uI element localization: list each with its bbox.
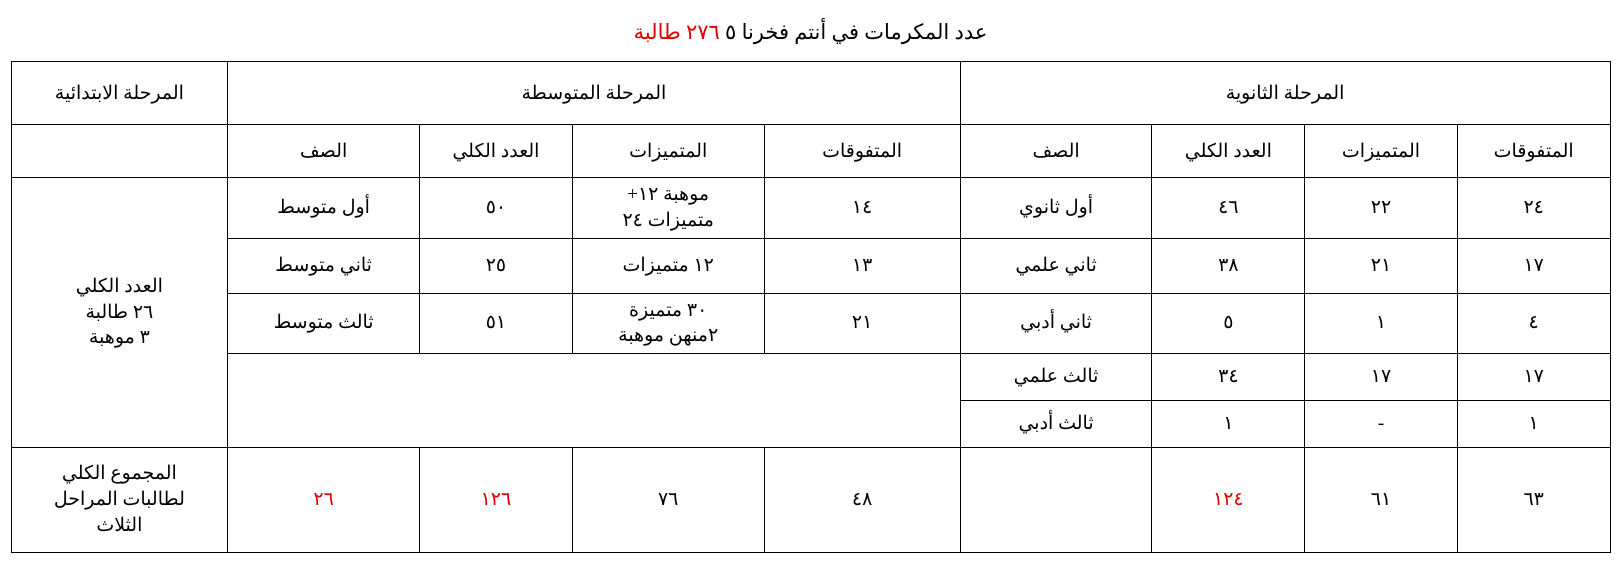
total-intermediate-total: ١٢٦ xyxy=(420,447,573,552)
intermediate-class-2: ثاني متوسط xyxy=(228,238,420,293)
stage-header-primary: المرحلة الابتدائية xyxy=(11,62,228,125)
secondary-outstanding-2: ١٧ xyxy=(1457,238,1610,293)
totals-label-line2: لطالبات المراحل xyxy=(53,489,185,511)
totals-label-line1: المجموع الكلي xyxy=(61,463,177,485)
intermediate-outstanding-3: ٢١ xyxy=(764,293,960,353)
secondary-total-1: ٤٦ xyxy=(1152,178,1305,238)
column-header-intermediate-total: العدد الكلي xyxy=(420,125,573,178)
secondary-class-3: ثاني أدبي xyxy=(960,293,1152,353)
column-header-intermediate-class: الصف xyxy=(228,125,420,178)
secondary-distinguished-4: ١٧ xyxy=(1305,353,1458,400)
intermediate-distinguished-3-line2: ٢منهن موهبة xyxy=(618,325,719,347)
primary-summary-line3: ٣ موهبة xyxy=(88,327,150,349)
intermediate-total-1: ٥٠ xyxy=(420,178,573,238)
intermediate-class-3: ثالث متوسط xyxy=(228,293,420,353)
secondary-distinguished-1: ٢٢ xyxy=(1305,178,1458,238)
column-header-secondary-class: الصف xyxy=(960,125,1152,178)
intermediate-outstanding-2: ١٣ xyxy=(764,238,960,293)
intermediate-outstanding-1: ١٤ xyxy=(764,178,960,238)
intermediate-distinguished-3-line1: ٣٠ متميزة xyxy=(629,299,708,321)
table-row-column-headers xyxy=(11,125,1610,178)
secondary-total-3: ٥ xyxy=(1152,293,1305,353)
page-title-suffix: طالبة xyxy=(633,20,681,44)
total-secondary-spacer xyxy=(960,447,1152,552)
intermediate-total-2: ٢٥ xyxy=(420,238,573,293)
primary-summary-cell xyxy=(11,178,228,448)
table-row xyxy=(11,178,1610,238)
secondary-total-5: ١ xyxy=(1152,400,1305,447)
students-table xyxy=(11,61,1611,553)
intermediate-distinguished-2: ١٢ متميزات xyxy=(572,238,764,293)
table-row-stage-headers xyxy=(11,62,1610,125)
page-title-prefix: عدد المكرمات في أنتم فخرنا ٥ xyxy=(725,20,988,44)
total-intermediate-outstanding: ٤٨ xyxy=(764,447,960,552)
secondary-class-5: ثالث أدبي xyxy=(960,400,1152,447)
intermediate-distinguished-1-line1: موهبة ١٢+ xyxy=(627,184,710,206)
table-row xyxy=(11,293,1610,353)
intermediate-total-3: ٥١ xyxy=(420,293,573,353)
table-row xyxy=(11,238,1610,293)
primary-header-spacer xyxy=(11,125,228,178)
intermediate-class-1: أول متوسط xyxy=(228,178,420,238)
total-intermediate-distinguished: ٧٦ xyxy=(572,447,764,552)
intermediate-distinguished-1-line2: متميزات ٢٤ xyxy=(622,210,714,232)
column-header-secondary-outstanding: المتفوقات xyxy=(1457,125,1610,178)
total-secondary-total: ١٢٤ xyxy=(1152,447,1305,552)
column-header-secondary-distinguished: المتميزات xyxy=(1305,125,1458,178)
table-row xyxy=(11,353,1610,400)
secondary-outstanding-4: ١٧ xyxy=(1457,353,1610,400)
page-title-count: ٢٧٦ xyxy=(685,20,720,44)
intermediate-distinguished-3 xyxy=(572,293,764,353)
secondary-total-2: ٣٨ xyxy=(1152,238,1305,293)
secondary-class-2: ثاني علمي xyxy=(960,238,1152,293)
stage-header-secondary: المرحلة الثانوية xyxy=(960,62,1610,125)
column-header-intermediate-distinguished: المتميزات xyxy=(572,125,764,178)
secondary-distinguished-3: ١ xyxy=(1305,293,1458,353)
totals-label-cell xyxy=(11,447,228,552)
primary-summary-line1: العدد الكلي xyxy=(75,276,163,298)
total-secondary-distinguished: ٦١ xyxy=(1305,447,1458,552)
primary-summary-line2: ٢٦ طالبة xyxy=(85,301,154,323)
total-secondary-outstanding: ٦٣ xyxy=(1457,447,1610,552)
column-header-secondary-total: العدد الكلي xyxy=(1152,125,1305,178)
secondary-distinguished-2: ٢١ xyxy=(1305,238,1458,293)
table-row-totals xyxy=(11,447,1610,552)
secondary-outstanding-1: ٢٤ xyxy=(1457,178,1610,238)
secondary-distinguished-5: - xyxy=(1305,400,1458,447)
total-primary-total: ٢٦ xyxy=(228,447,420,552)
totals-label-line3: الثلاث xyxy=(96,514,143,536)
secondary-total-4: ٣٤ xyxy=(1152,353,1305,400)
secondary-outstanding-5: ١ xyxy=(1457,400,1610,447)
intermediate-distinguished-1 xyxy=(572,178,764,238)
intermediate-blank-area xyxy=(228,353,960,447)
stage-header-intermediate: المرحلة المتوسطة xyxy=(228,62,960,125)
secondary-class-1: أول ثانوي xyxy=(960,178,1152,238)
secondary-class-4: ثالث علمي xyxy=(960,353,1152,400)
column-header-intermediate-outstanding: المتفوقات xyxy=(764,125,960,178)
secondary-outstanding-3: ٤ xyxy=(1457,293,1610,353)
page-title xyxy=(0,0,1621,61)
